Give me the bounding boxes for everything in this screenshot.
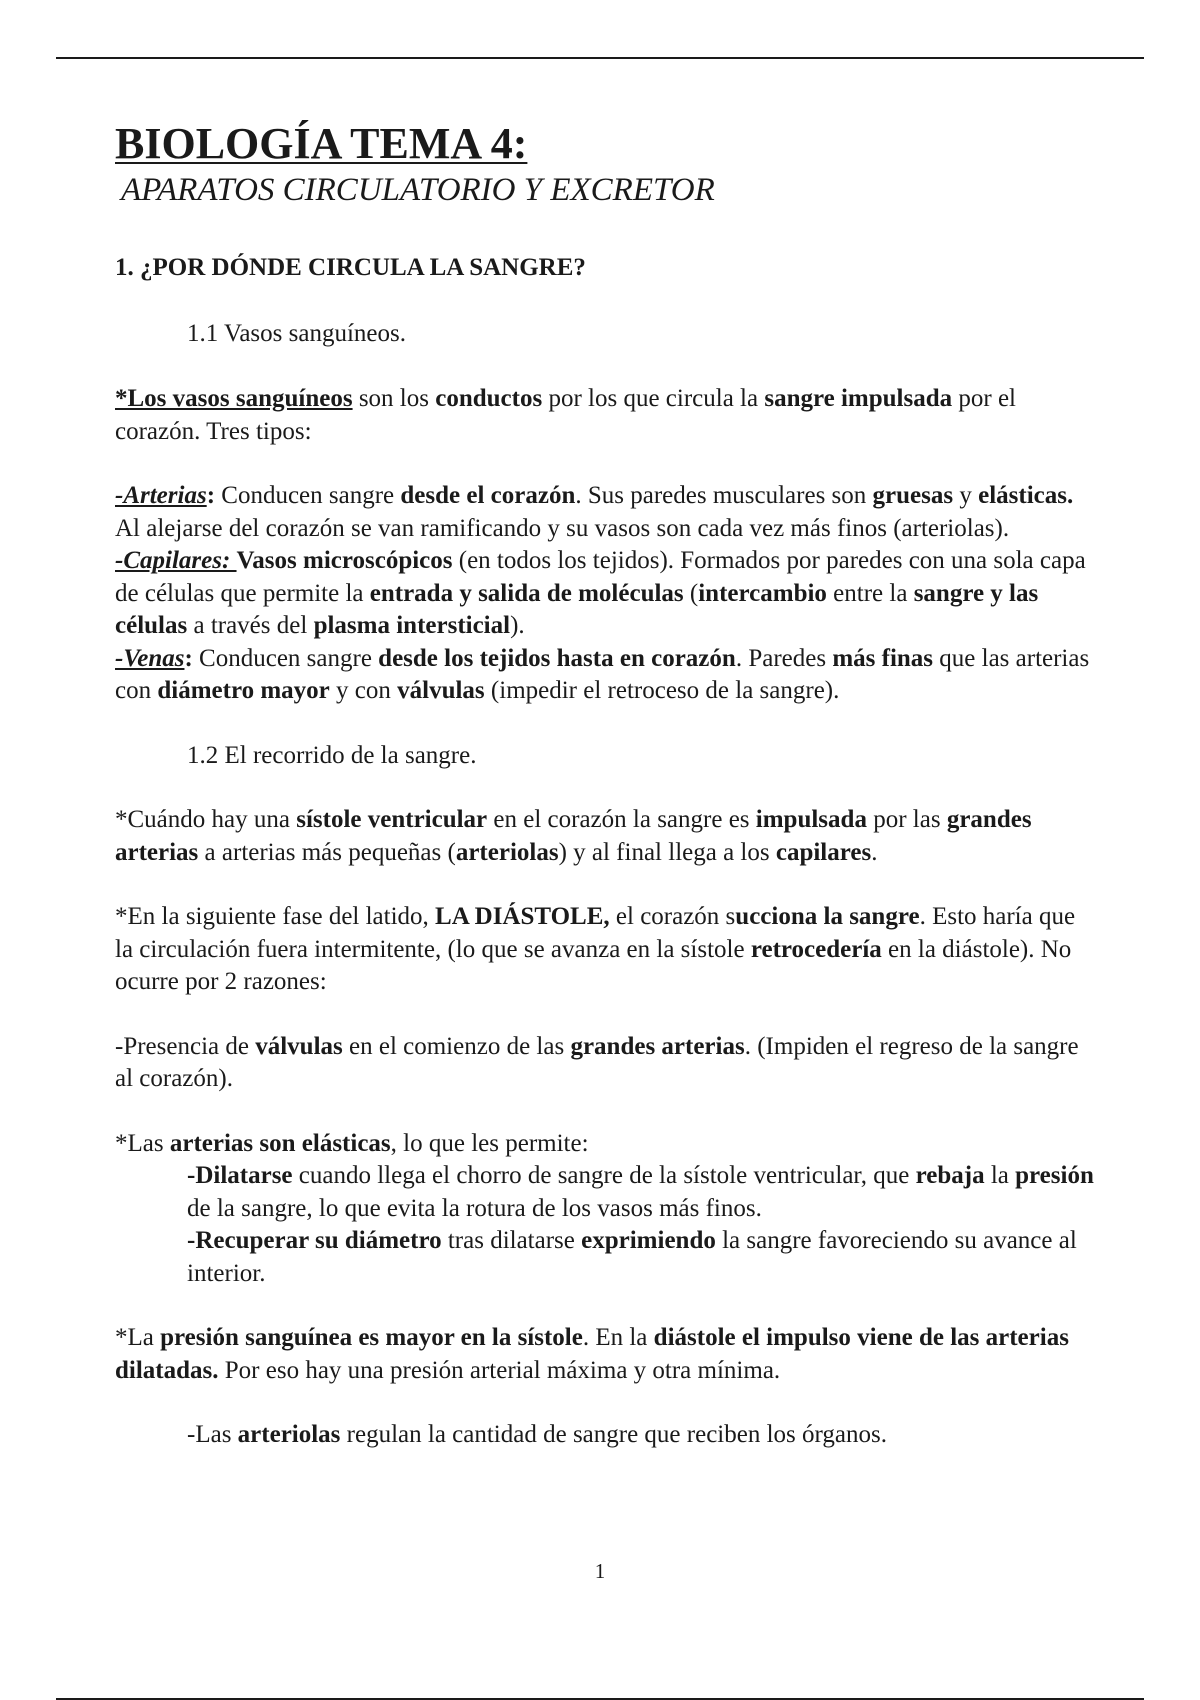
paragraph-presion: *La presión sanguínea es mayor en la sístole. En la diástole el impulso viene de las arterias dilatadas. Por eso hay una presión arterial máxima y otra mínima. xyxy=(115,1324,1069,1384)
document-body xyxy=(115,118,1095,1452)
paragraph-elasticas: *Las arterias son elásticas, lo que les permite: xyxy=(115,1129,589,1157)
paragraph-recuperar: -Recuperar su diámetro tras dilatarse exprimiendo la sangre favoreciendo su avance al interior. xyxy=(187,1227,1077,1287)
page-title: BIOLOGÍA TEMA 4: xyxy=(115,119,528,168)
paragraph-capilares: -Capilares: Vasos microscópicos (en todos los tejidos). Formados por paredes con una sola capa de células que permite la entrada y salida de moléculas (intercambio entre la sangre y las células a través del plasma intersticial). xyxy=(115,547,1086,639)
subsection-heading-vasos: 1.1 Vasos sanguíneos. xyxy=(187,319,406,347)
paragraph-dilatarse: -Dilatarse cuando llega el chorro de sangre de la sístole ventricular, que rebaja la presión de la sangre, lo que evita la rotura de los vasos más finos. xyxy=(187,1162,1094,1222)
paragraph-venas: -Venas: Conducen sangre desde los tejidos hasta en corazón. Paredes más finas que las arterias con diámetro mayor y con válvulas (impedir el retroceso de la sangre). xyxy=(115,644,1090,704)
section-heading: 1. ¿POR DÓNDE CIRCULA LA SANGRE? xyxy=(115,254,586,281)
paragraph-arterias: -Arterias: Conducen sangre desde el corazón. Sus paredes musculares son gruesas y elásticas. Al alejarse del corazón se van ramificando y su vasos son cada vez más finos (arteriolas). xyxy=(115,482,1074,542)
paragraph-arteriolas: -Las arteriolas regulan la cantidad de sangre que reciben los órganos. xyxy=(187,1421,887,1448)
paragraph-valvulas: -Presencia de válvulas en el comienzo de las grandes arterias. (Impiden el regreso de la sangre al corazón). xyxy=(115,1032,1079,1092)
paragraph-diastole: *En la siguiente fase del latido, LA DIÁSTOLE, el corazón succiona la sangre. Esto haría que la circulación fuera intermitente, (lo que se avanza en la sístole retrocedería en la diástole). No ocurre por 2 razones: xyxy=(115,903,1076,995)
subsection-heading-recorrido: 1.2 El recorrido de la sangre. xyxy=(187,741,477,769)
paragraph-intro: *Los vasos sanguíneos son los conductos por los que circula la sangre impulsada por el corazón. Tres tipos: xyxy=(115,385,1017,445)
top-rule xyxy=(56,57,1144,59)
page-subtitle: APARATOS CIRCULATORIO Y EXCRETOR xyxy=(121,172,715,208)
page-number: 1 xyxy=(594,1559,606,1583)
paragraph-sistole: *Cuándo hay una sístole ventricular en el corazón la sangre es impulsada por las grandes arterias a arterias más pequeñas (arteriolas) y al final llega a los capilares. xyxy=(115,806,1032,866)
